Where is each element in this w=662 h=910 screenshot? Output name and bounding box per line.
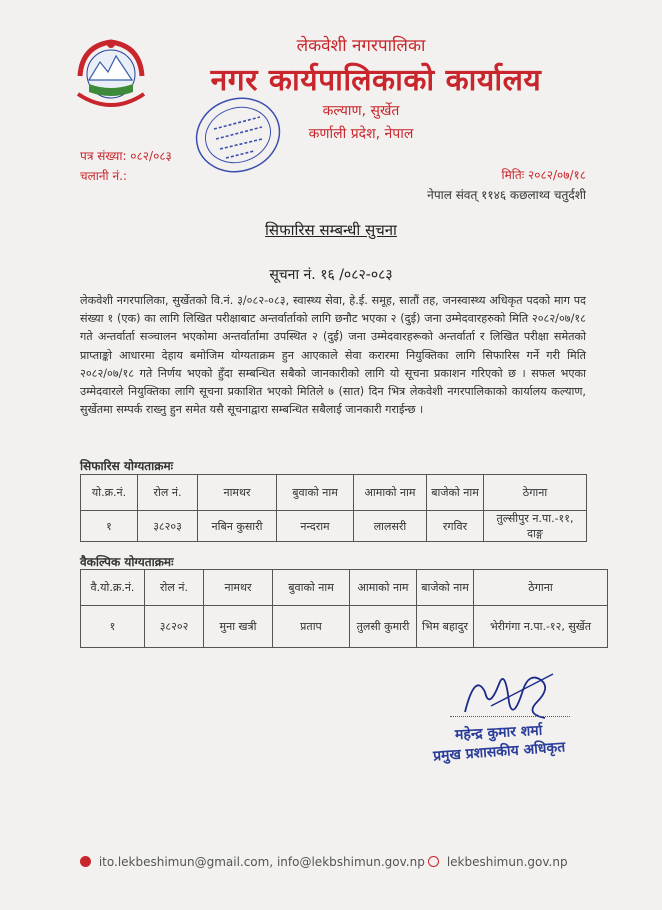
- table-cell: १: [81, 511, 138, 542]
- column-header: वै.यो.क्र.नं.: [81, 570, 145, 606]
- signature-line: [450, 716, 570, 717]
- table-row: [81, 511, 587, 542]
- recommended-table: [80, 474, 587, 542]
- office-title: नगर कार्यपालिकाको कार्यालय: [210, 63, 542, 98]
- office-stamp-icon: [190, 95, 286, 177]
- subject-heading: [0, 220, 662, 240]
- table-cell: भेरीगंगा न.पा.-१२, सुर्खेत: [474, 606, 608, 648]
- alternate-table: [80, 569, 608, 648]
- table-cell: १: [81, 606, 145, 648]
- address-line-2: कर्णाली प्रदेश, नेपाल: [308, 126, 414, 142]
- table-cell: तुलसी कुमारी: [350, 606, 417, 648]
- website-text[interactable]: lekbeshimun.gov.np: [446, 855, 568, 869]
- dispatch-number: चलानी नं.:: [80, 169, 127, 183]
- letter-number: पत्र संख्या: ०८२/०८३: [80, 149, 172, 163]
- alternate-section-label: वैकल्पिक योग्यताक्रमः: [80, 555, 174, 569]
- table-cell: तुल्सीपुर न.पा.-११, दाङ्ग: [484, 511, 587, 542]
- signatory-name: महेन्द्र कुमार शर्मा: [454, 722, 543, 744]
- column-header: नामथर: [198, 475, 277, 511]
- signature-icon: [455, 662, 565, 730]
- column-header: आमाको नाम: [350, 570, 417, 606]
- column-header: रोल नं.: [138, 475, 198, 511]
- notice-number: सूचना नं. १६ /०८२-०८३: [269, 267, 393, 283]
- table-cell: ३८२०३: [138, 511, 198, 542]
- column-header: रोल नं.: [145, 570, 204, 606]
- table-cell: मुना खत्री: [204, 606, 273, 648]
- column-header: बाजेको नाम: [417, 570, 474, 606]
- table-cell: प्रताप: [273, 606, 350, 648]
- column-header: बाजेको नाम: [427, 475, 484, 511]
- footer-website: [428, 855, 568, 869]
- column-header: ठेगाना: [474, 570, 608, 606]
- recommended-section-label: सिफारिस योग्यताक्रमः: [80, 459, 174, 473]
- notice-body: लेकवेशी नगरपालिका, सुर्खेतको वि.नं. ३/०८२-०८३, स्वास्थ्य सेवा, हे.ई. समूह, सातौं तह, जनस्वास्थ्य अधिकृत पदको माग पद संख्या १ (एक) का लागि लिखित परीक्षाबाट अन्तर्वार्ताको लागि छनौट भएका २ (दुई) जना उम्मेदवारहरुको मिति २०८२/०७/१८ गते अन्तर्वार्ता सञ्चालन भएकोमा अन्तर्वार्तामा उपस्थित २ (दुई) जना उम्मेदवारहरूको अन्तर्वार्ता र लिखित परीक्षा समेतको प्राप्ताङ्को आधारमा देहाय बमोजिम योग्यताक्रम हुन आएकाले सेवा करारमा नियुक्तिका लागि सिफारिस गर्ने गरी मिति २०८२/०७/१८ गते निर्णय भएको हुँदा सम्बन्धित सबैको जानकारीको लागि यो सूचना प्रकाशन गरिएको छ । सफल भएका उम्मेदवारले नियुक्तिका लागि सूचना प्रकाशित भएको मितिले ७ (सात) दिन भित्र लेकवेशी नगरपालिकाको कार्यालय कल्याण, सुर्खेतमा सम्पर्क राख्नु हुन समेत यसै सूचनाद्वारा सम्बन्धित सबैलाई जानकारी गराईन्छ ।: [80, 294, 586, 417]
- table-cell: लालसरी: [354, 511, 427, 542]
- table-header-row: [81, 475, 587, 511]
- column-header: यो.क्र.नं.: [81, 475, 138, 511]
- column-header: नामथर: [204, 570, 273, 606]
- date: मितिः २०८२/०७/१८: [501, 168, 586, 182]
- email-text[interactable]: ito.lekbeshimun@gmail.com, info@lekbshimun.gov.np: [98, 855, 425, 869]
- column-header: ठेगाना: [484, 475, 587, 511]
- table-row: [81, 606, 608, 648]
- municipality-name: लेकवेशी नगरपालिका: [296, 36, 426, 56]
- nepal-sambat-date: नेपाल संवत् ११४६ कछलाथ्व चतुर्दशी: [427, 188, 586, 202]
- table-cell: नबिन कुसारी: [198, 511, 277, 542]
- footer-email: [80, 855, 425, 869]
- column-header: बुवाको नाम: [277, 475, 354, 511]
- table-cell: रगविर: [427, 511, 484, 542]
- table-cell: ३८२०२: [145, 606, 204, 648]
- column-header: बुवाको नाम: [273, 570, 350, 606]
- table-header-row: [81, 570, 608, 606]
- address-line-1: कल्याण, सुर्खेत: [322, 103, 400, 119]
- globe-icon: [428, 856, 439, 867]
- email-icon: [80, 856, 91, 867]
- signatory-title: प्रमुख प्रशासकीय अधिकृत: [432, 739, 566, 765]
- table-cell: नन्दराम: [277, 511, 354, 542]
- subject-text: सिफारिस सम्बन्धी सुचना: [265, 221, 397, 239]
- column-header: आमाको नाम: [354, 475, 427, 511]
- table-cell: भिम बहादुर: [417, 606, 474, 648]
